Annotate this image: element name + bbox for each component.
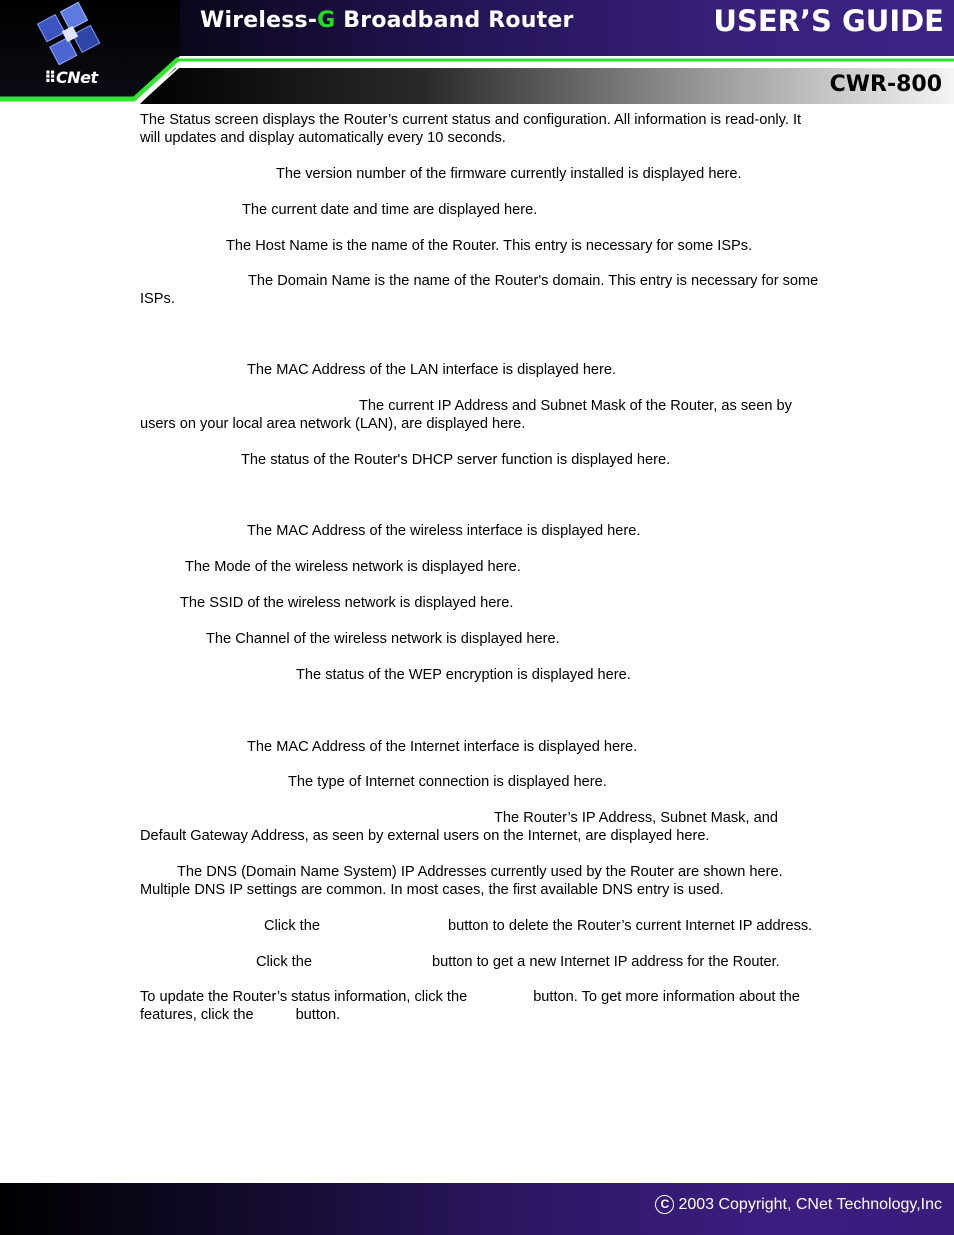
wireless-mode-item [140, 558, 820, 576]
internet-mac-text: The MAC Address of the Internet interface is displayed here. [247, 739, 638, 755]
internet-mac-item [140, 738, 820, 756]
dhcp-text: The status of the Router's DHCP server function is displayed here. [241, 452, 671, 468]
users-guide-title: USER’S GUIDE [713, 4, 944, 38]
model-number: CWR-800 [829, 72, 942, 97]
wireless-channel-item [140, 630, 820, 648]
cnet-logo [44, 68, 98, 87]
internet-type-text: The type of Internet connection is displayed here. [288, 774, 607, 790]
wireless-mac-item [140, 522, 820, 540]
firmware-item [140, 165, 820, 183]
wireless-mode-text: The Mode of the wireless network is displayed here. [185, 559, 521, 575]
page-content [140, 111, 820, 1024]
title-g: G [317, 8, 336, 33]
copyright-icon: C [655, 1195, 674, 1214]
copyright-notice [655, 1195, 942, 1214]
domain-item: The Domain Name is the name of the Router's domain. This entry is necessary for some ISPs. [140, 273, 819, 307]
hostname-text: The Host Name is the name of the Router. This entry is necessary for some ISPs. [226, 238, 753, 254]
renew-text-b: button to get a new Internet IP address for the Router. [431, 954, 780, 970]
wireless-ssid-item [140, 594, 820, 612]
page-footer [0, 1183, 954, 1235]
copyright-text: 2003 Copyright, CNet Technology,Inc [678, 1195, 942, 1213]
logo-text: CNet [56, 68, 98, 87]
title-suffix: Broadband Router [335, 8, 574, 33]
refresh-text-a: To update the Router’s status information, click the [140, 989, 468, 1005]
firmware-text: The version number of the firmware currently installed is displayed here. [276, 166, 742, 182]
hostname-item [140, 237, 820, 255]
renew-item [140, 953, 820, 971]
release-item [140, 917, 820, 935]
refresh-help-item [140, 988, 820, 1024]
page-header [0, 0, 954, 104]
lan-mac-text: The MAC Address of the LAN interface is displayed here. [247, 362, 617, 378]
release-text-b: button to delete the Router’s current Internet IP address. [447, 918, 813, 934]
wireless-channel-text: The Channel of the wireless network is displayed here. [206, 631, 560, 647]
wireless-wep-text: The status of the WEP encryption is displayed here. [296, 667, 631, 683]
internet-ip-item: The Router’s IP Address, Subnet Mask, and Default Gateway Address, as seen by external users on the Internet, are displayed here. [140, 810, 778, 844]
header-title [200, 8, 574, 33]
intro-paragraph: The Status screen displays the Router’s current status and configuration. All information is read-only. It will updates and display automatically every 10 seconds. [140, 112, 802, 146]
wireless-ssid-text: The SSID of the wireless network is displayed here. [180, 595, 514, 611]
datetime-item [140, 201, 820, 219]
lan-mac-item [140, 361, 820, 379]
dhcp-item [140, 451, 820, 469]
dns-item: The DNS (Domain Name System) IP Addresses currently used by the Router are shown here. Multiple DNS IP settings are common. In most cases, the first available DNS entry is used. [140, 864, 783, 898]
refresh-text-b: button. To get more information about the features, click the [140, 989, 800, 1023]
wireless-mac-text: The MAC Address of the wireless interface is displayed here. [247, 523, 641, 539]
renew-text-a: Click the [256, 954, 312, 970]
release-text-a: Click the [264, 918, 320, 934]
refresh-text-c: button. [295, 1007, 341, 1023]
datetime-text: The current date and time are displayed here. [242, 202, 538, 218]
logo-mark-icon: ⠿ [44, 68, 56, 87]
lan-ip-item: The current IP Address and Subnet Mask of the Router, as seen by users on your local area network (LAN), are displayed here. [140, 398, 792, 432]
internet-type-item [140, 773, 820, 791]
wireless-wep-item [140, 666, 820, 684]
title-prefix: Wireless- [200, 8, 318, 33]
